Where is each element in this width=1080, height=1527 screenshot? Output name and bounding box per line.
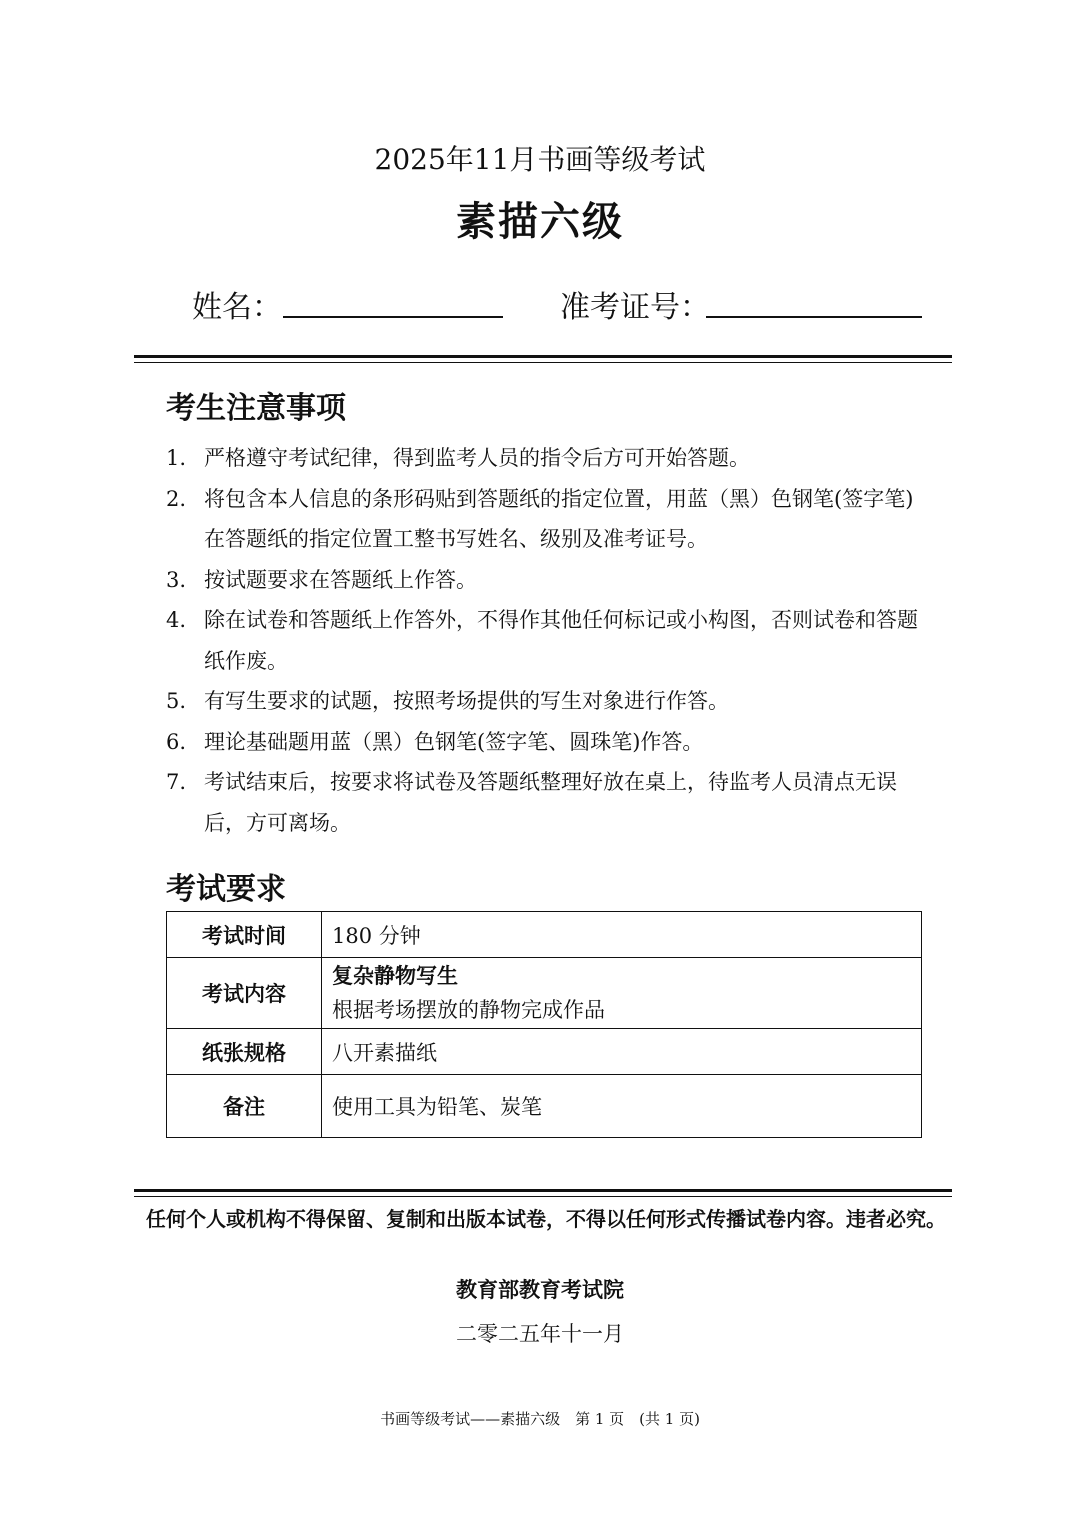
- requirements-table: [166, 911, 922, 1138]
- issue-date: 二零二五年十一月: [456, 1322, 624, 1346]
- notice-number: 5.: [166, 689, 187, 713]
- header-divider-thick: [134, 355, 952, 358]
- notice-title: 考生注意事项: [166, 391, 346, 426]
- notice-text: 有写生要求的试题，按照考场提供的写生对象进行作答。: [204, 689, 729, 713]
- notice-number: 2.: [166, 486, 187, 511]
- table-key-cell: 纸张规格: [167, 1029, 322, 1075]
- notice-item: [166, 722, 926, 763]
- notice-item: [166, 762, 926, 843]
- notice-item: [166, 681, 926, 722]
- table-value-line: 根据考场摆放的静物完成作品: [332, 998, 605, 1022]
- id-label: 准考证号：: [560, 290, 710, 325]
- footer-divider-thick: [134, 1189, 952, 1192]
- name-blank-line: [283, 316, 503, 318]
- notice-text: 理论基础题用蓝（黑）色钢笔(签字笔、圆珠笔)作答。: [204, 729, 704, 754]
- notice-text: 将包含本人信息的条形码贴到答题纸的指定位置，用蓝（黑）色钢笔(签字笔)在答题纸的指定位置工整书写姓名、级别及准考证号。: [204, 486, 914, 551]
- notice-number: 1.: [166, 446, 187, 470]
- footer-divider-thin: [134, 1196, 952, 1197]
- notice-item: [166, 600, 926, 681]
- table-value-cell: [322, 958, 922, 1029]
- notice-item: [166, 560, 926, 601]
- table-value-cell: 180 分钟: [322, 912, 922, 958]
- notice-item: [166, 479, 926, 560]
- table-row: [167, 958, 922, 1029]
- copyright-notice: 任何个人或机构不得保留、复制和出版本试卷，不得以任何形式传播试卷内容。违者必究。: [146, 1207, 946, 1231]
- table-value-cell: 八开素描纸: [322, 1029, 922, 1075]
- subject-title: 素描六级: [456, 198, 624, 245]
- notice-list: [166, 438, 926, 843]
- name-label: 姓名：: [192, 290, 282, 325]
- notice-text: 严格遵守考试纪律，得到监考人员的指令后方可开始答题。: [204, 446, 750, 470]
- table-row: [167, 1029, 922, 1075]
- table-value-cell: 使用工具为铅笔、炭笔: [322, 1075, 922, 1138]
- table-value-line: 复杂静物写生: [332, 963, 458, 988]
- exam-title: 2025年11月书画等级考试: [374, 143, 706, 176]
- notice-number: 3.: [166, 567, 187, 592]
- notice-number: 7.: [166, 770, 187, 794]
- page-footer: 书画等级考试——素描六级 第 1 页 (共 1 页): [380, 1410, 700, 1428]
- table-key-cell: 考试内容: [167, 958, 322, 1029]
- notice-text: 考试结束后，按要求将试卷及答题纸整理好放在桌上，待监考人员清点无误后，方可离场。: [204, 770, 897, 835]
- id-blank-line: [706, 316, 922, 318]
- notice-number: 4.: [166, 608, 187, 632]
- requirements-title: 考试要求: [166, 872, 286, 907]
- notice-item: [166, 438, 926, 479]
- notice-text: 除在试卷和答题纸上作答外，不得作其他任何标记或小构图，否则试卷和答题纸作废。: [204, 608, 918, 673]
- notice-text: 按试题要求在答题纸上作答。: [204, 567, 477, 592]
- issuer: 教育部教育考试院: [456, 1277, 624, 1302]
- table-row: [167, 912, 922, 958]
- table-key-cell: 考试时间: [167, 912, 322, 958]
- header-divider-thin: [134, 362, 952, 363]
- table-row: [167, 1075, 922, 1138]
- notice-number: 6.: [166, 729, 187, 754]
- table-key-cell: 备注: [167, 1075, 322, 1138]
